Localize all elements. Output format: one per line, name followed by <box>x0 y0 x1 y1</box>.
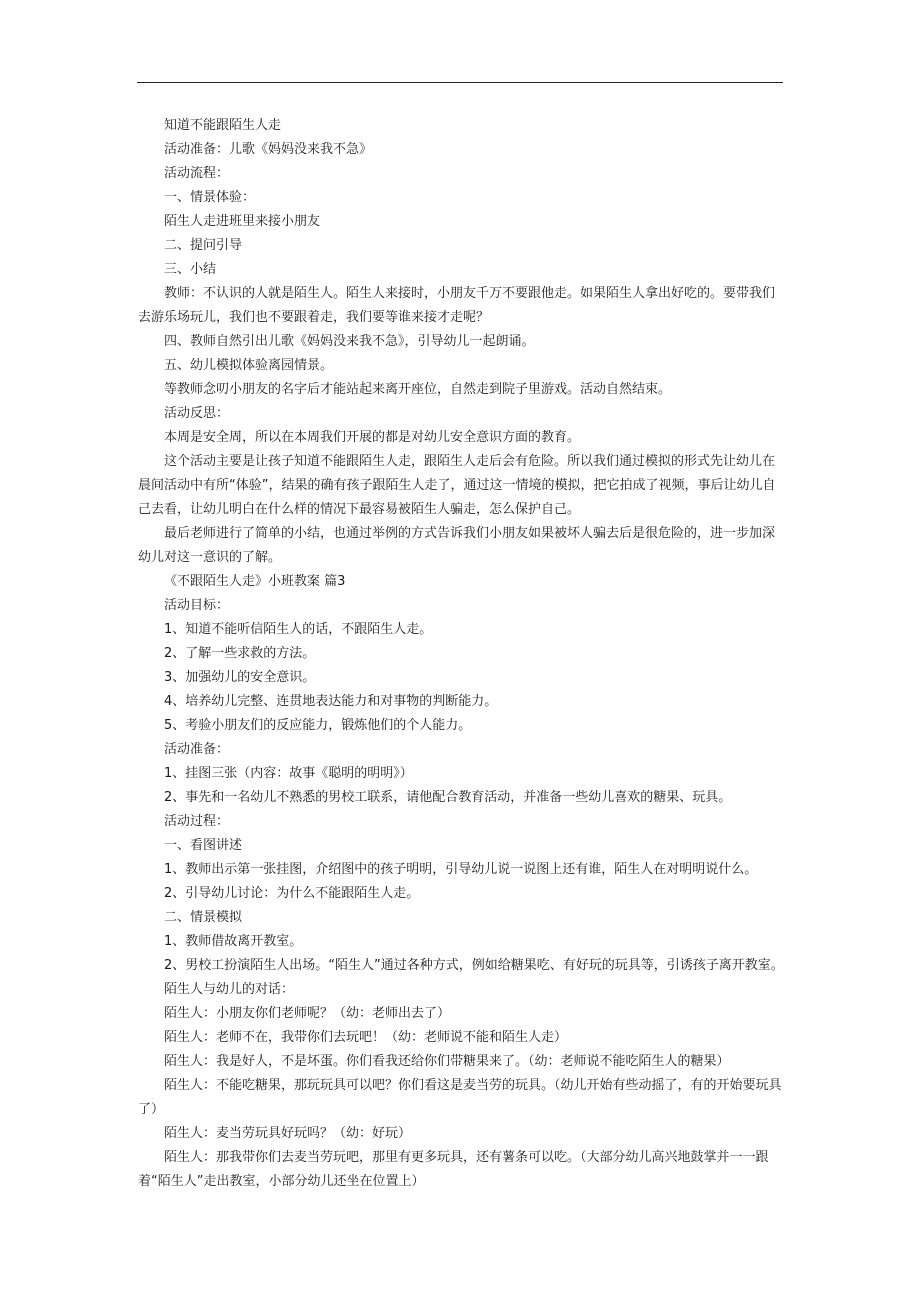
paragraph: 教师：不认识的人就是陌生人。陌生人来接时，小朋友千万不要跟他走。如果陌生人拿出好吃的。要带我们去游乐场玩儿，我们也不要跟着走，我们要等谁来接才走呢？ <box>138 286 776 325</box>
dialogue-line: 陌生人：那我带你们去麦当劳玩吧，那里有更多玩具，还有薯条可以吃。（大部分幼儿高兴地鼓掌并一一跟着“陌生人”走出教室，小部分幼儿还坐在位置上） <box>138 1150 769 1189</box>
paragraph: 本周是安全周，所以在本周我们开展的都是对幼儿安全意识方面的教育。 <box>164 430 581 445</box>
list-item: 2、了解一些求救的方法。 <box>164 646 316 661</box>
header-rule <box>137 82 783 83</box>
list-item: 5、考验小朋友们的反应能力，锻炼他们的个人能力。 <box>164 718 472 733</box>
section-heading: 一、看图讲述 <box>164 838 243 853</box>
dialogue-line: 陌生人：我是好人，不是坏蛋。你们看我还给你们带糖果来了。（幼：老师说不能吃陌生人的糖果） <box>164 1054 730 1069</box>
dialogue-line: 陌生人：不能吃糖果，那玩玩具可以吧？你们看这是麦当劳的玩具。（幼儿开始有些动摇了，有的开始要玩具了） <box>138 1078 782 1117</box>
paragraph: 这个活动主要是让孩子知道不能跟陌生人走，跟陌生人走后会有危险。所以我们通过模拟的形式先让幼儿在晨间活动中有所“体验”，结果的确有孩子跟陌生人走了，通过这一情境的模拟，把它拍成了视频，事后让幼儿自己去看，让幼儿明白在什么样的情况下最容易被陌生人骗走，怎么保护自己。 <box>138 454 776 517</box>
paragraph: 五、幼儿模拟体验离园情景。 <box>164 358 334 373</box>
paragraph: 等教师念叨小朋友的名字后才能站起来离开座位，自然走到院子里游戏。活动自然结束。 <box>164 382 672 397</box>
dialogue-line: 陌生人：麦当劳玩具好玩吗？（幼：好玩） <box>164 1126 412 1141</box>
paragraph: 活动目标： <box>164 598 230 613</box>
document-body <box>138 114 784 1194</box>
dialogue-line: 陌生人：老师不在，我带你们去玩吧！（幼：老师说不能和陌生人走） <box>164 1030 568 1045</box>
lesson-title: 《不跟陌生人走》小班教案 篇3 <box>164 574 346 589</box>
dialogue-line: 陌生人：小朋友你们老师呢？（幼：老师出去了） <box>164 1006 451 1021</box>
section-heading: 三、小结 <box>164 262 217 277</box>
paragraph: 四、教师自然引出儿歌《妈妈没来我不急》，引导幼儿一起朗诵。 <box>164 334 535 349</box>
paragraph: 活动准备： <box>164 742 230 757</box>
paragraph: 活动反思： <box>164 406 230 421</box>
paragraph: 活动准备：儿歌《妈妈没来我不急》 <box>164 142 373 157</box>
section-heading: 二、提问引导 <box>164 238 243 253</box>
paragraph: 最后老师进行了简单的小结，也通过举例的方式告诉我们小朋友如果被坏人骗去后是很危险的，进一步加深幼儿对这一意识的了解。 <box>138 526 776 565</box>
paragraph: 知道不能跟陌生人走 <box>164 118 282 133</box>
list-item: 2、事先和一名幼儿不熟悉的男校工联系，请他配合教育活动，并准备一些幼儿喜欢的糖果、玩具。 <box>164 790 732 805</box>
list-item: 1、挂图三张（内容：故事《聪明的明明》） <box>164 766 413 781</box>
paragraph: 陌生人与幼儿的对话： <box>164 982 295 997</box>
list-item: 2、男校工扮演陌生人出场。“陌生人”通过各种方式，例如给糖果吃、有好玩的玩具等，引诱孩子离开教室。 <box>164 958 784 973</box>
paragraph: 陌生人走进班里来接小朋友 <box>164 214 321 229</box>
list-item: 4、培养幼儿完整、连贯地表达能力和对事物的判断能力。 <box>164 694 498 709</box>
list-item: 2、引导幼儿讨论：为什么不能跟陌生人走。 <box>164 886 420 901</box>
list-item: 1、知道不能听信陌生人的话，不跟陌生人走。 <box>164 622 433 637</box>
paragraph: 活动过程： <box>164 814 230 829</box>
section-heading: 一、情景体验： <box>164 190 256 205</box>
paragraph: 活动流程： <box>164 166 230 181</box>
list-item: 1、教师出示第一张挂图，介绍图中的孩子明明，引导幼儿说一说图上还有谁，陌生人在对明明说什么。 <box>164 862 758 877</box>
list-item: 1、教师借故离开教室。 <box>164 934 303 949</box>
section-heading: 二、情景模拟 <box>164 910 243 925</box>
list-item: 3、加强幼儿的安全意识。 <box>164 670 316 685</box>
